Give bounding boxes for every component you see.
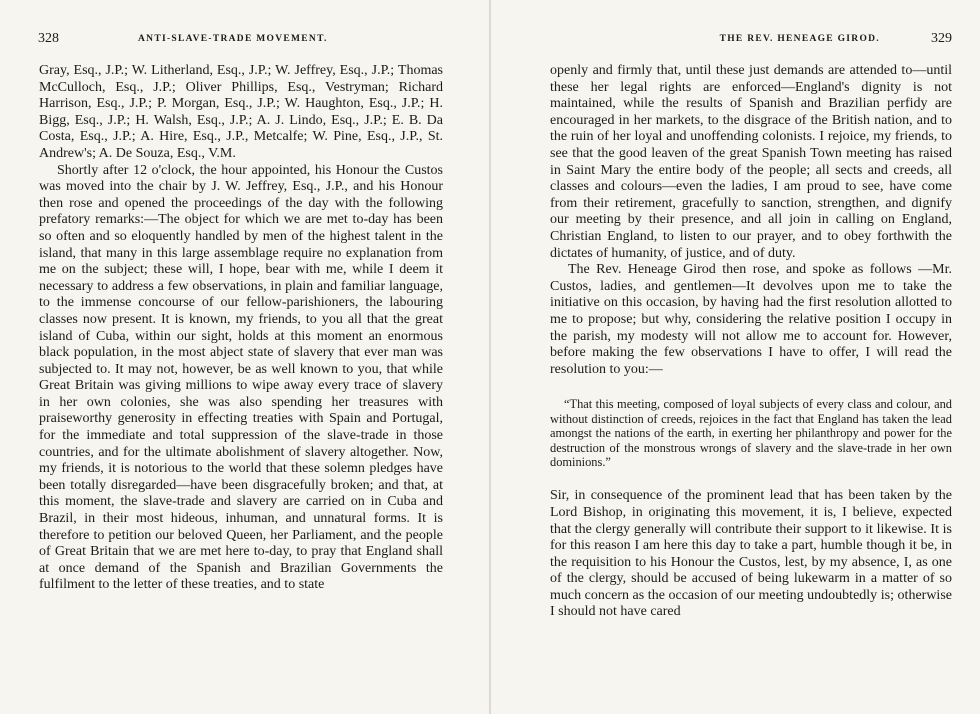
right-page-header [549,31,952,54]
right-page-body [550,63,952,621]
custos-address-paragraph: Shortly after 12 o'clock, the hour appointed, his Honour the Custos was moved into the chair by J. W. Jeffrey, Esq., J.P., and his Honour then rose and opened the proceedings of the day with the following prefatory remarks:—The object for which we are met to-day has been so often and so eloquently handled by men of the highest talent in the island, that many in this large assemblage require no explanation from me on the subject; these will, I hope, bear with me, while I deem it necessary to address a few observations, in plain and familiar language, to the immense concourse of our fellow-parishioners, the labouring classes now present. It is known, my friends, to you all that the great island of Cuba, within our sight, holds at this moment an enormous black population, in the most abject state of slavery that ever man was subjected to. It may not, however, be as well known to you, that while Great Britain was giving millions to wipe away every trace of slavery in her own colonies, she was also spending her treasures with praiseworthy generosity in effecting treaties with Spain and Portugal, for the immediate and total suppression of the slave-trade in those countries, and for the ultimate abolishment of slavery altogether. Now, my friends, it is notorious to the world that these solemn pledges have been totally disregarded—have been disgracefully broken; and that, at this moment, the slave-trade and slavery are carried on in Cuba and Brazil, in their most hideous, inhuman, and unnatural forms. It is therefore to petition our beloved Queen, her Parliament, and the people of Great Britain that we are met here to-day, to pray that England shall at once demand of the Spanish and Brazilian Governments the fulfilment to the letter of these treaties, and to state [39,162,443,593]
right-page-number: 329 [931,31,952,46]
right-page [491,0,980,714]
left-running-header: ANTI-SLAVE-TRADE MOVEMENT. [138,34,328,44]
left-page-body [39,63,443,594]
resolution-quote-text: “That this meeting, composed of loyal subjects of every class and colour, and without distinction of creeds, rejoices in the fact that England has taken the lead amongst the nations of the earth, in exerting her philanthropy and power for the destruction of the monstrous wrongs of slavery and the slave-trade in her own dominions.” [550,397,952,469]
left-page-header [38,31,459,54]
attendee-list-paragraph: Gray, Esq., J.P.; W. Litherland, Esq., J.P.; W. Jeffrey, Esq., J.P.; Thomas McCulloch, Esq., J.P.; Oliver Phillips, Esq., Vestryman; Richard Harrison, Esq., J.P.; P. Morgan, Esq., J.P.; W. Haughton, Esq., J.P.; H. Bigg, Esq., J.P.; H. Walsh, Esq., J.P.; A. J. Lindo, Esq., J.P.; E. B. Da Costa, Esq., J.P.; A. Hire, Esq., J.P., Metcalfe; W. Pine, Esq., J.P., St. Andrew's; A. De Souza, Esq., V.M. [39,63,443,161]
left-page [0,0,489,714]
custos-address-continued: openly and firmly that, until these just demands are attended to—until these her legal rights are enforced—England's dignity is not maintained, while the results of Spanish and Brazilian perfidy are encouraged in her markets, to the disgrace of the British nation, and to the ruin of her loyal and unoffending colonists. I rejoice, my friends, to see that the good leaven of the great Spanish Town meeting has raised in Saint Mary the entire body of the people; all sects and creeds, all classes and colours—even the ladies, I am proud to see, have come from their retirement, gracefully to sanction, strengthen, and dignify our meeting by their presence, and all join in calling on England, Christian England, to listen to our prayer, and to obey forthwith the dictates of humanity, of justice, and of duty. [550,63,952,261]
resolution-quote [550,397,952,469]
left-page-number: 328 [38,31,59,46]
right-running-header: THE REV. HENEAGE GIROD. [719,34,880,44]
girod-introduction-paragraph: The Rev. Heneage Girod then rose, and spoke as follows —Mr. Custos, ladies, and gentlemen—It devolves upon me to take the initiative on this occasion, by having had the first resolution allotted to me to propose; but why, considering the relative position I occupy in the parish, my modesty will not allow me to account for. However, before making the few observations I have to offer, I will read the resolution to you:— [550,262,952,377]
girod-speech-paragraph: Sir, in consequence of the prominent lead that has been taken by the Lord Bishop, in originating this movement, it is, I believe, expected that the clergy generally will contribute their support to it likewise. It is for this reason I am here this day to take a part, humble though it be, in the requisition to his Honour the Custos, lest, by my absence, I, as one of the clergy, should be accused of being lukewarm in a matter of so much concern as the occasion of our meeting undoubtedly is; otherwise I should not have cared [550,488,952,620]
